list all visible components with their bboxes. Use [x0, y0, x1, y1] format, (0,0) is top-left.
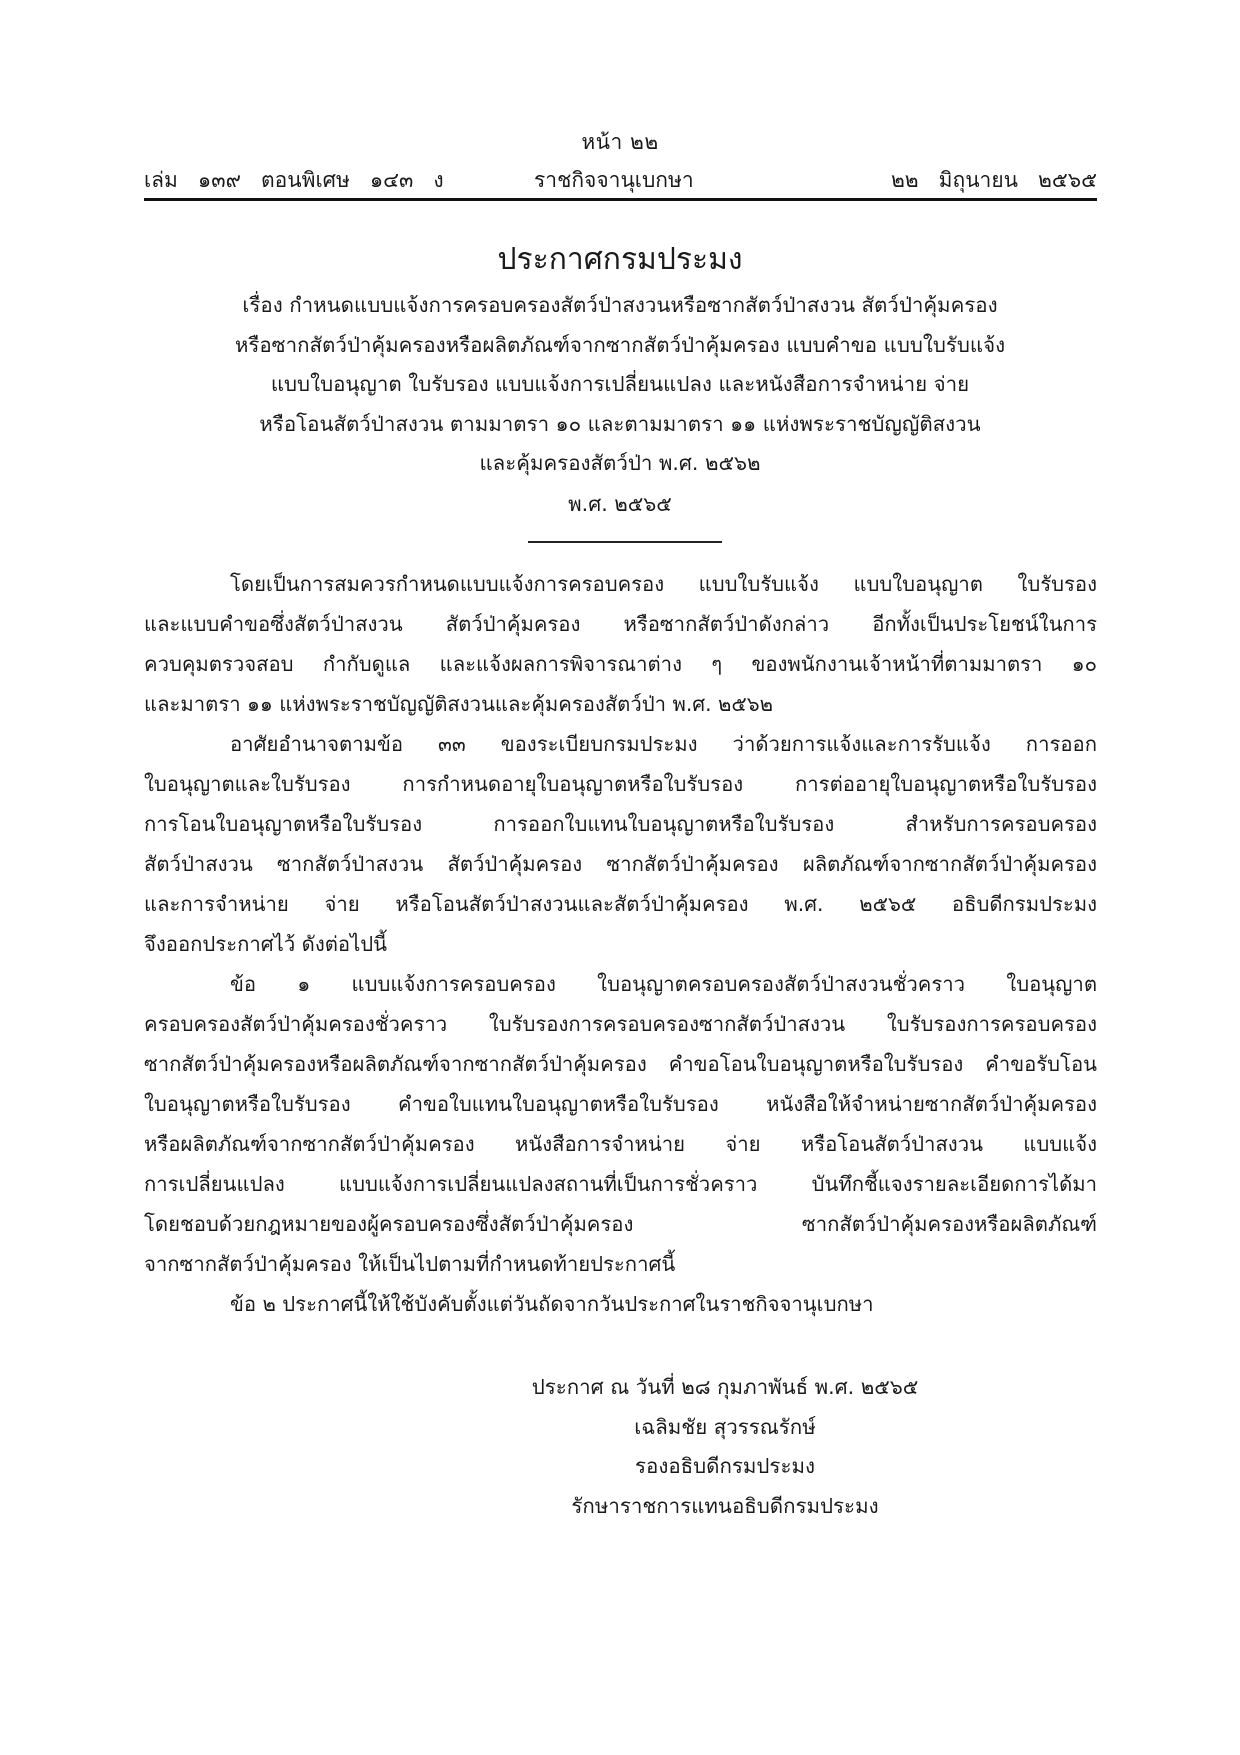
- signatory-position: รองอธิบดีกรมประมง: [635, 1454, 815, 1478]
- body-line: ข้อ ๒ ประกาศนี้ให้ใช้บังคับตั้งแต่วันถัดจากวันประกาศในราชกิจจานุเบกษา: [230, 1292, 874, 1316]
- body-line: ครอบครองสัตว์ป่าคุ้มครองชั่วคราว ใบรับรองการครอบครองซากสัตว์ป่าสงวน ใบรับรองการครอบครอง: [144, 1012, 1097, 1036]
- subject-line: แบบใบอนุญาต ใบรับรอง แบบแจ้งการเปลี่ยนแปลง และหนังสือการจำหน่าย จ่าย: [270, 372, 970, 396]
- body-line: จากซากสัตว์ป่าคุ้มครอง ให้เป็นไปตามที่กำหนดท้ายประกาศนี้: [144, 1252, 676, 1276]
- title-divider: [528, 541, 722, 543]
- paragraph-preamble: [144, 564, 1097, 724]
- body-line: การเปลี่ยนแปลง แบบแจ้งการเปลี่ยนแปลงสถานที่เป็นการชั่วคราว บันทึกชี้แจงรายละเอียดการได้มา: [144, 1172, 1097, 1196]
- publication-name: ราชกิจจานุเบกษา: [534, 168, 694, 192]
- body-line: ซากสัตว์ป่าคุ้มครองหรือผลิตภัณฑ์จากซากสัตว์ป่าคุ้มครอง คำขอโอนใบอนุญาตหรือใบรับรอง คำขอรับโอน: [144, 1052, 1097, 1076]
- body-line: หรือผลิตภัณฑ์จากซากสัตว์ป่าคุ้มครอง หนังสือการจำหน่าย จ่าย หรือโอนสัตว์ป่าสงวน แบบแจ้ง: [144, 1132, 1097, 1156]
- body-line: จึงออกประกาศไว้ ดังต่อไปนี้: [144, 932, 388, 956]
- body-line: และแบบคำขอซึ่งสัตว์ป่าสงวน สัตว์ป่าคุ้มครอง หรือซากสัตว์ป่าดังกล่าว อีกทั้งเป็นประโยชน์ในการ: [144, 612, 1097, 636]
- body-line: ควบคุมตรวจสอบ กำกับดูแล และแจ้งผลการพิจารณาต่าง ๆ ของพนักงานเจ้าหน้าที่ตามมาตรา ๑๐: [144, 652, 1097, 676]
- announcement-date: ประกาศ ณ วันที่ ๒๘ กุมภาพันธ์ พ.ศ. ๒๕๖๕: [531, 1375, 919, 1399]
- body-line: โดยชอบด้วยกฎหมายของผู้ครอบครองซึ่งสัตว์ป่าคุ้มครอง ซากสัตว์ป่าคุ้มครองหรือผลิตภัณฑ์: [144, 1212, 1097, 1236]
- body-line: สัตว์ป่าสงวน ซากสัตว์ป่าสงวน สัตว์ป่าคุ้มครอง ซากสัตว์ป่าคุ้มครอง ผลิตภัณฑ์จากซากสัตว์ป่าคุ้มครอง: [144, 852, 1097, 876]
- body-line: อาศัยอำนาจตามข้อ ๓๓ ของระเบียบกรมประมง ว่าด้วยการแจ้งและการรับแจ้ง การออก: [230, 732, 1097, 756]
- subject-line: และคุ้มครองสัตว์ป่า พ.ศ. ๒๕๖๒: [479, 451, 761, 475]
- subject-line: หรือซากสัตว์ป่าคุ้มครองหรือผลิตภัณฑ์จากซากสัตว์ป่าคุ้มครอง แบบคำขอ แบบใบรับแจ้ง: [234, 332, 1006, 357]
- announcement-subject: [150, 286, 1090, 484]
- signatory-name: เฉลิมชัย สุวรรณรักษ์: [634, 1414, 816, 1439]
- signature-block: [470, 1368, 980, 1526]
- announcement-title: ประกาศกรมประมง: [497, 242, 743, 277]
- page-number: หน้า ๒๒: [581, 130, 659, 154]
- gazette-header: [144, 164, 1097, 194]
- subject-line: หรือโอนสัตว์ป่าสงวน ตามมาตรา ๑๐ และตามมาตรา ๑๑ แห่งพระราชบัญญัติสงวน: [259, 411, 981, 436]
- paragraph-clause-2: [144, 1284, 1097, 1324]
- body-line: ใบอนุญาตและใบรับรอง การกำหนดอายุใบอนุญาตหรือใบรับรอง การต่ออายุใบอนุญาตหรือใบรับรอง: [144, 772, 1097, 796]
- announcement-body: [144, 564, 1097, 1324]
- subject-line: เรื่อง กำหนดแบบแจ้งการครอบครองสัตว์ป่าสงวนหรือซากสัตว์ป่าสงวน สัตว์ป่าคุ้มครอง: [242, 293, 998, 317]
- body-line: และการจำหน่าย จ่าย หรือโอนสัตว์ป่าสงวนและสัตว์ป่าคุ้มครอง พ.ศ. ๒๕๖๕ อธิบดีกรมประมง: [144, 892, 1097, 916]
- paragraph-authority: [144, 724, 1097, 964]
- header-rule: [144, 198, 1097, 201]
- announcement-year: พ.ศ. ๒๕๖๕: [568, 492, 672, 516]
- body-line: โดยเป็นการสมควรกำหนดแบบแจ้งการครอบครอง แบบใบรับแจ้ง แบบใบอนุญาต ใบรับรอง: [230, 572, 1097, 596]
- signatory-acting-role: รักษาราชการแทนอธิบดีกรมประมง: [571, 1493, 879, 1518]
- body-line: และมาตรา ๑๑ แห่งพระราชบัญญัติสงวนและคุ้มครองสัตว์ป่า พ.ศ. ๒๕๖๒: [144, 692, 773, 716]
- paragraph-clause-1: [144, 964, 1097, 1284]
- publication-date: ๒๒ มิถุนายน ๒๕๖๕: [890, 168, 1097, 192]
- body-line: ใบอนุญาตหรือใบรับรอง คำขอใบแทนใบอนุญาตหรือใบรับรอง หนังสือให้จำหน่ายซากสัตว์ป่าคุ้มครอง: [144, 1092, 1097, 1116]
- body-line: การโอนใบอนุญาตหรือใบรับรอง การออกใบแทนใบอนุญาตหรือใบรับรอง สำหรับการครอบครอง: [144, 812, 1097, 836]
- body-line: ข้อ ๑ แบบแจ้งการครอบครอง ใบอนุญาตครอบครองสัตว์ป่าสงวนชั่วคราว ใบอนุญาต: [230, 972, 1097, 996]
- volume-issue: เล่ม ๑๓๙ ตอนพิเศษ ๑๔๓ ง: [144, 168, 444, 192]
